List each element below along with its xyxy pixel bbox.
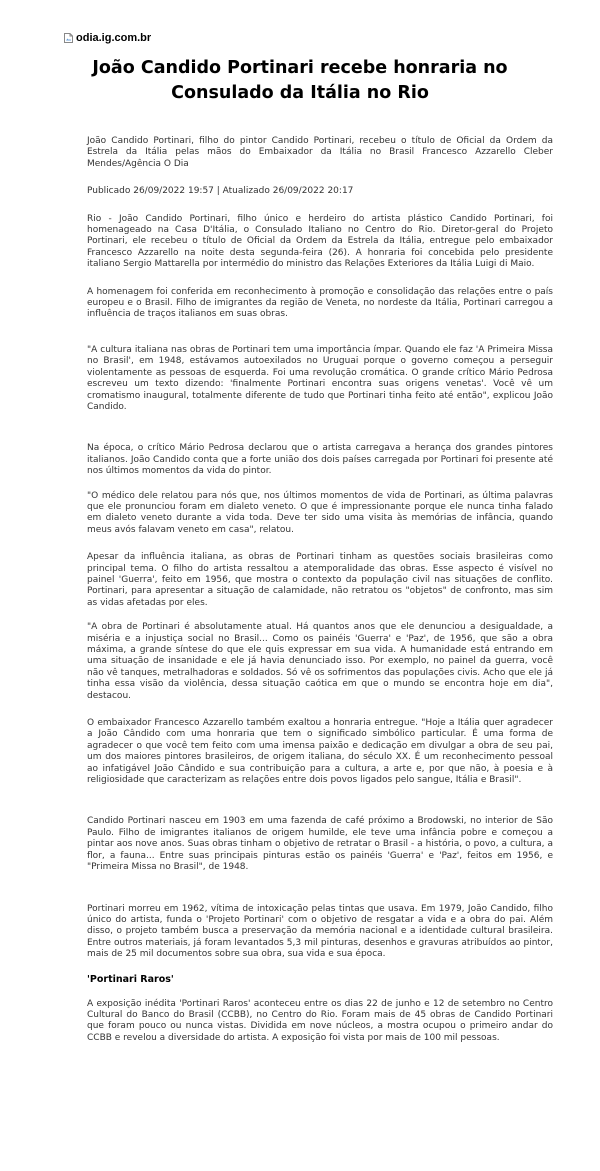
paragraph-2: A homenagem foi conferida em reconhecimento à promoção e consolidação das relações entre o país europeu e o Brasil. Filho de imigrantes da região de Veneta, no nordeste da Itália, Portinari carregou a influência de traços italianos em suas obras. <box>87 286 553 320</box>
section-subheading: 'Portinari Raros' <box>87 973 174 985</box>
paragraph-4: Na época, o crítico Mário Pedrosa declarou que o artista carregava a herança dos grandes pintores italianos. João Candido conta que a forte união dos dois países carregada por Portinari foi presente até nos últimos momentos da vida do pintor. <box>87 443 553 477</box>
article-lead: João Candido Portinari, filho do pintor Candido Portinari, recebeu o título de Oficial da Ordem da Estrela da Itália pelas mãos do Embaixador da Itália no Brasil Francesco Azzarello Cleber Mendes/Agência O Dia <box>87 136 553 169</box>
paragraph-8: O embaixador Francesco Azzarello também exaltou a honraria entregue. "Hoje a Itália quer agradecer a João Cândido com uma honraria que tem o significado simbólico particular. É uma forma de agradecer o que você tem feito com uma imensa paixão e dedicação em divulgar a obra de seu pai, um dos maiores pintores brasileiros, de origem italiana, do século XX. É um reconhecimento pessoal ao infatigável João Cândido e sua contribuição para a cultura, a arte e, por que não, à poesia e à religiosidade que caracterizam as relações entre dois povos ligados pelo sangue, Itália e Brasil". <box>87 718 553 786</box>
paragraph-1: Rio - João Candido Portinari, filho único e herdeiro do artista plástico Candido Portinari, foi homenageado na Casa D'Itália, o Consulado Italiano no Centro do Rio. Diretor-geral do Projeto Portinari, ele recebeu o título de Oficial da Ordem da Estrela da Itália, entregue pelo embaixador Francesco Azzarello na noite desta segunda-feira (26). A honraria foi concebida pelo presidente italiano Sergio Mattarella por intermédio do ministro das Relações Exteriores da Itália Luigi di Maio. <box>87 213 553 270</box>
paragraph-9: Candido Portinari nasceu em 1903 em uma fazenda de café próximo a Brodowski, no interior de São Paulo. Filho de imigrantes italianos de origem humilde, ele teve uma infância pobre e começou a pintar aos nove anos. Suas obras tinham o objetivo de retratar o Brasil - a história, o povo, a cultura, a flor, a fauna... Entre suas principais pinturas estão os painéis 'Guerra' e 'Paz', feitos em 1956, e "Primeira Missa no Brasil", de 1948. <box>87 816 553 873</box>
article-body <box>87 136 553 1044</box>
article-title: João Candido Portinari recebe honraria no Consulado da Itália no Rio <box>92 58 508 103</box>
paragraph-7: "A obra de Portinari é absolutamente atual. Há quantos anos que ele denunciou a desigualdade, a miséria e a injustiça social no Brasil... Como os painéis 'Guerra' e 'Paz', de 1956, que são a obra máxima, a grande síntese do que ele quis expressar em sua vida. A humanidade está entrando em uma situação de insanidade e ele já havia denunciado isso. Por exemplo, no painel da guerra, você não vê tanques, metralhadoras e soldados. Só vê os sofrimentos das populações civis. Acho que ele já tinha essa visão da violência, dessa situação caótica em que o mundo se encontra hoje em dia", destacou. <box>87 622 553 701</box>
paragraph-6: Apesar da influência italiana, as obras de Portinari tinham as questões sociais brasileiras como principal tema. O filho do artista ressaltou a atemporalidade das obras. Esse aspecto é visível no painel 'Guerra', feito em 1956, que mostra o contexto da população civil nas situações de conflito. Portinari, para apresentar a situação de calamidade, não retratou os "objetos" de confronto, mas sim as vidas afetadas por eles. <box>87 552 553 608</box>
paragraph-10: Portinari morreu em 1962, vítima de intoxicação pelas tintas que usava. Em 1979, João Candido, filho único do artista, funda o 'Projeto Portinari' com o objetivo de resgatar a vida e a obra do pai. Além disso, o projeto também busca a preservação da memória nacional e a identidade cultural brasileira. Entre outros materiais, já foram levantados 5,3 mil pinturas, desenhos e gravuras atribuídos ao pintor, mais de 25 mil documentos sobre sua obra, sua vida e sua época. <box>87 903 553 960</box>
paragraph-11: A exposição inédita 'Portinari Raros' aconteceu entre os dias 22 de junho e 12 de setembro no Centro Cultural do Banco do Brasil (CCBB), no Centro do Rio. Foram mais de 45 obras de Candido Portinari que foram pouco ou nunca vistas. Dividida em nove núcleos, a mostra ocupou o primeiro andar do CCBB e revelou a diversidade do artista. A exposição foi vista por mais de 100 mil pessoas. <box>87 998 553 1043</box>
broken-image-icon <box>64 33 73 43</box>
site-header[interactable] <box>64 32 151 44</box>
paragraph-5: "O médico dele relatou para nós que, nos últimos momentos de vida de Portinari, as última palavras que ele pronunciou foram em dialeto veneto. O que é impressionante porque ele nunca tinha falado em dialeto veneto durante a vida toda. Deve ter sido uma visita às memórias de infância, quando meus avós falavam veneto em casa", relatou. <box>87 490 553 535</box>
site-name[interactable]: odia.ig.com.br <box>76 32 152 44</box>
paragraph-3: "A cultura italiana nas obras de Portinari tem uma importância ímpar. Quando ele faz 'A Primeira Missa no Brasil', em 1948, estávamos autoexilados no Uruguai porque o governo começou a perseguir violentamente as pessoas de esquerda. Foi uma revolução cromática. O grande crítico Mário Pedrosa escreveu um texto dizendo: 'finalmente Portinari encontra suas origens venetas'. Você vê um cromatismo inaugural, totalmente diferente de tudo que Portinari tinha feito até então", explicou João Candido. <box>87 344 553 412</box>
article-dateline: Publicado 26/09/2022 19:57 | Atualizado 26/09/2022 20:17 <box>87 186 354 197</box>
